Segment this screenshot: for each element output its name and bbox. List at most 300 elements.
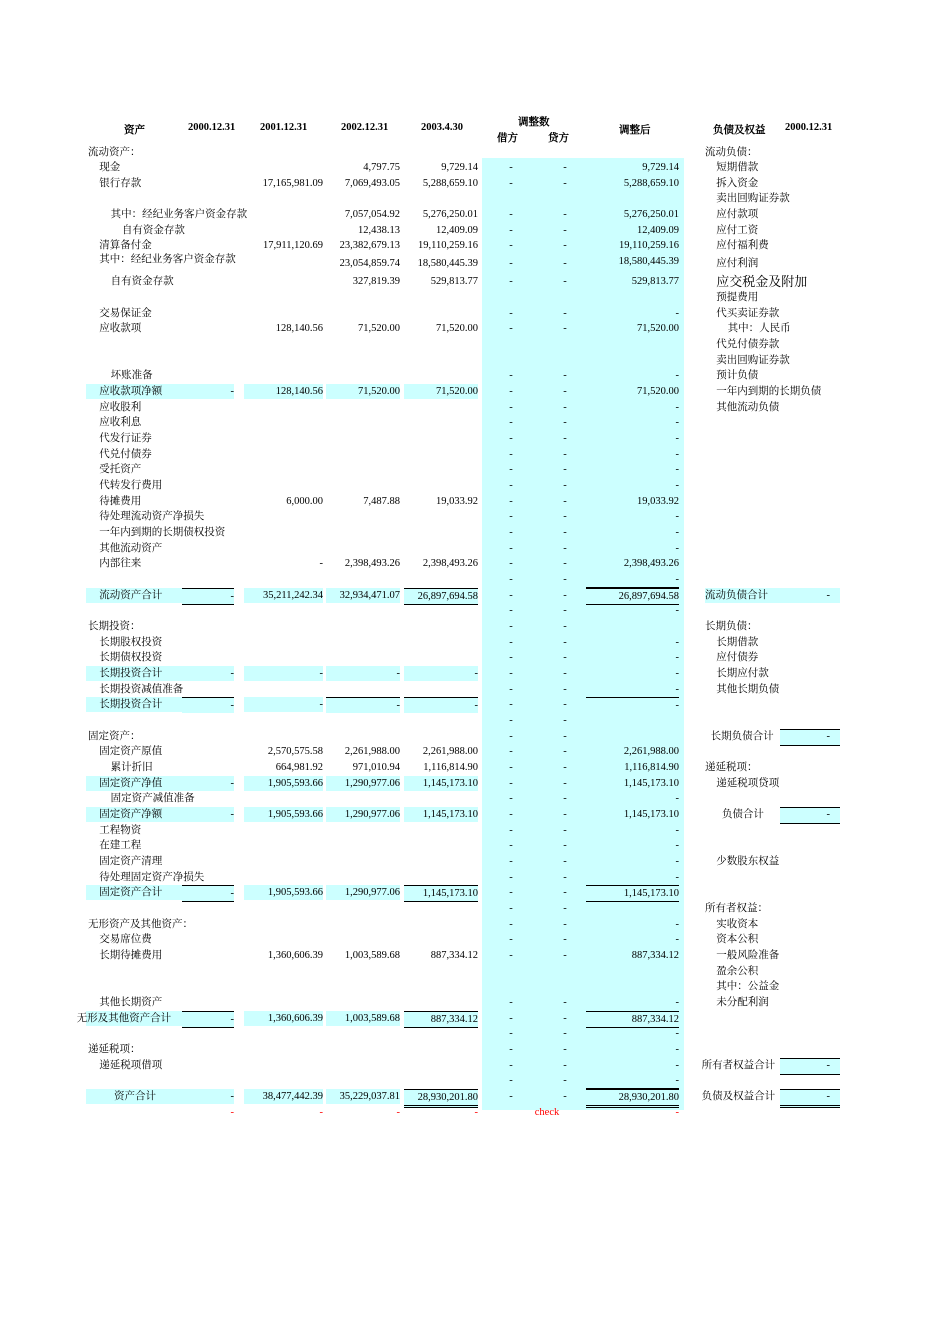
adjusted-value: 5,288,659.10 (623, 178, 679, 189)
debit-value: - (509, 496, 513, 507)
debit-value: - (509, 793, 513, 804)
value-2001: - (244, 666, 323, 681)
value-2003: 12,409.09 (436, 225, 478, 236)
value-2000: - (182, 588, 234, 605)
adjusted-value: 2,261,988.00 (623, 746, 679, 757)
credit-value: - (563, 637, 567, 648)
value-2003: 1,145,173.10 (404, 885, 478, 902)
debit-value: - (509, 934, 513, 945)
row-label: 银行存款 (99, 178, 142, 189)
row-label: 长期投资合计 (99, 699, 163, 710)
table-row (0, 274, 950, 289)
credit-value: - (563, 178, 567, 189)
value-2003: 18,580,445.39 (417, 258, 478, 269)
debit-value: - (509, 621, 513, 632)
row-label: 代发行证券 (99, 433, 152, 444)
adjusted-value: - (675, 934, 679, 945)
credit-value: - (563, 950, 567, 961)
debit-value: - (509, 715, 513, 726)
value-2002: - (326, 697, 400, 713)
adjusted-value: 1,145,173.10 (623, 809, 679, 820)
table-row (0, 223, 950, 238)
row-label: 自有资金存款 (110, 276, 174, 287)
value-2003: 887,334.12 (430, 950, 478, 961)
header-credit: 贷方 (548, 133, 569, 144)
value-2002: 71,520.00 (326, 384, 400, 399)
adjusted-value: - (586, 697, 679, 713)
credit-value: - (563, 809, 567, 820)
debit-value: - (509, 590, 513, 601)
value-2001: 1,360,606.39 (244, 1011, 323, 1026)
table-row (0, 306, 950, 321)
table-row (0, 541, 950, 556)
adjusted-value: - (675, 433, 679, 444)
adjusted-value: 5,276,250.01 (623, 209, 679, 220)
row-label: 清算备付金 (99, 240, 152, 251)
table-row (0, 885, 950, 900)
table-row (0, 932, 950, 947)
value-2000: - (230, 1107, 234, 1118)
row-label: 应收利息 (99, 417, 142, 428)
debit-value: - (509, 637, 513, 648)
credit-value: - (563, 240, 567, 251)
adjusted-value: 1,116,814.90 (624, 762, 679, 773)
liability-label: 实收资本 (716, 919, 759, 930)
credit-value: - (563, 1044, 567, 1055)
liability-label: 其中：人民币 (727, 323, 791, 334)
row-label: 长期投资合计 (99, 668, 163, 679)
header-date-2001: 2001.12.31 (260, 122, 308, 133)
value-2002: 71,520.00 (358, 323, 400, 334)
value-2002: 7,057,054.92 (344, 209, 400, 220)
adjusted-value: 71,520.00 (637, 386, 679, 397)
table-row (0, 462, 950, 477)
value-2002: - (396, 1107, 400, 1118)
table-row (0, 400, 950, 415)
value-2001: 128,140.56 (275, 323, 323, 334)
value-2003: 2,398,493.26 (422, 558, 478, 569)
table-row (0, 176, 950, 191)
value-2003: 71,520.00 (436, 323, 478, 334)
debit-value: - (509, 746, 513, 757)
table-row (0, 650, 950, 665)
adjusted-value: - (675, 1028, 679, 1039)
adjusted-value: - (675, 840, 679, 851)
value-2002: 1,290,977.06 (326, 885, 400, 900)
row-label: 应收款项 (99, 323, 142, 334)
table-row (0, 635, 950, 650)
header-adjust: 调整数 (518, 117, 550, 128)
table-row (0, 603, 950, 618)
liability-label: 预计负债 (716, 370, 759, 381)
value-2003: 71,520.00 (404, 384, 478, 399)
value-2003: - (404, 697, 478, 713)
debit-value: - (509, 668, 513, 679)
value-2001: - (319, 1107, 323, 1118)
table-row (0, 321, 950, 336)
value-2003: 28,930,201.80 (404, 1089, 478, 1108)
row-label: 交易保证金 (99, 308, 152, 319)
adjusted-value: 2,398,493.26 (623, 558, 679, 569)
row-label: 无形资产及其他资产： (88, 919, 193, 930)
liability-total-value: - (826, 809, 830, 820)
debit-value: - (509, 464, 513, 475)
credit-value: - (563, 209, 567, 220)
debit-value: - (509, 276, 513, 287)
row-label: 递延税项借项 (99, 1060, 163, 1071)
adjusted-value: 71,520.00 (637, 323, 679, 334)
debit-value: - (509, 543, 513, 554)
table-row (0, 979, 950, 994)
table-row (0, 995, 950, 1010)
row-label: 流动资产： (88, 147, 141, 158)
adjusted-value: - (675, 511, 679, 522)
table-row (0, 384, 950, 399)
debit-value: - (509, 1028, 513, 1039)
row-label: 长期待摊费用 (99, 950, 163, 961)
table-row (0, 901, 950, 916)
value-2000: - (182, 776, 234, 791)
value-2003: - (474, 1107, 478, 1118)
liability-total-value: - (826, 1060, 830, 1071)
debit-value: - (509, 433, 513, 444)
liability-label: 少数股东权益 (716, 856, 780, 867)
table-row (0, 1042, 950, 1057)
table-row (0, 697, 950, 712)
debit-value: - (509, 997, 513, 1008)
table-row (0, 760, 950, 775)
liability-label: 所有者权益： (705, 903, 768, 914)
adjusted-value: - (675, 527, 679, 538)
debit-value: - (509, 1091, 513, 1102)
adjusted-value: 18,580,445.39 (618, 256, 679, 267)
liability-label: 应交税金及附加 (716, 274, 808, 289)
row-label: 固定资产： (88, 731, 141, 742)
adjusted-value: 26,897,694.58 (586, 588, 679, 605)
debit-value: - (509, 480, 513, 491)
liability-label: 一般风险准备 (716, 950, 780, 961)
value-2003: 9,729.14 (441, 162, 478, 173)
credit-value: - (563, 731, 567, 742)
credit-value: - (563, 1028, 567, 1039)
table-row (0, 431, 950, 446)
value-2003: - (404, 666, 478, 681)
adjusted-value: 12,409.09 (637, 225, 679, 236)
value-2001: 35,211,242.34 (244, 588, 323, 603)
credit-value: - (563, 574, 567, 585)
row-label: 自有资金存款 (121, 225, 185, 236)
debit-value: - (509, 449, 513, 460)
row-label: 代兑付债券 (99, 449, 152, 460)
liability-label: 负债合计 (721, 809, 764, 820)
adjusted-value: - (675, 370, 679, 381)
value-2002: 7,487.88 (363, 496, 400, 507)
liability-label: 负债及权益合计 (701, 1091, 776, 1102)
table-row (0, 964, 950, 979)
liability-label: 长期负债： (705, 621, 758, 632)
debit-value: - (509, 402, 513, 413)
debit-value: - (509, 950, 513, 961)
value-2001: 1,905,593.66 (244, 807, 323, 822)
debit-value: - (509, 1013, 513, 1024)
credit-value: - (563, 919, 567, 930)
value-2002: 12,438.13 (358, 225, 400, 236)
credit-value: - (563, 715, 567, 726)
value-2002: 1,003,589.68 (326, 1011, 400, 1026)
credit-value: - (563, 402, 567, 413)
credit-value: - (563, 997, 567, 1008)
value-2001: 17,165,981.09 (262, 178, 323, 189)
value-2003: 2,261,988.00 (422, 746, 478, 757)
value-2002: 23,382,679.13 (339, 240, 400, 251)
credit-value: - (563, 1060, 567, 1071)
liability-label: 预提费用 (716, 292, 759, 303)
value-2003: 1,116,814.90 (423, 762, 478, 773)
liability-total-value: - (826, 731, 830, 742)
value-2001: 6,000.00 (286, 496, 323, 507)
table-row (0, 729, 950, 744)
credit-value: - (563, 605, 567, 616)
credit-value: - (563, 464, 567, 475)
debit-value: - (509, 778, 513, 789)
value-2000: - (182, 1011, 234, 1028)
credit-value: - (563, 323, 567, 334)
table-row (0, 337, 950, 352)
credit-value: - (563, 1075, 567, 1086)
row-label: 递延税项： (88, 1044, 141, 1055)
adjusted-value: - (675, 605, 679, 616)
credit-value: - (563, 590, 567, 601)
table-row (0, 290, 950, 305)
table-row (0, 682, 950, 697)
header-date-2000: 2000.12.31 (188, 122, 236, 133)
debit-value: - (509, 762, 513, 773)
credit-value: - (563, 558, 567, 569)
credit-value: - (563, 543, 567, 554)
row-label: 坏账准备 (110, 370, 153, 381)
value-2002: 4,797.75 (363, 162, 400, 173)
liability-label: 递延税项： (705, 762, 758, 773)
value-2001: 1,905,593.66 (244, 885, 323, 900)
row-label: 流动资产合计 (99, 590, 163, 601)
liability-label: 应付款项 (716, 209, 759, 220)
row-label: 代转发行费用 (99, 480, 163, 491)
value-2003: 887,334.12 (404, 1011, 478, 1028)
table-row (0, 353, 950, 368)
adjusted-value: - (586, 572, 679, 588)
credit-value: - (563, 887, 567, 898)
table-row (0, 160, 950, 175)
value-2002: 971,010.94 (352, 762, 400, 773)
liability-label: 应付利润 (716, 258, 759, 269)
adjusted-value: 887,334.12 (586, 1011, 679, 1028)
liability-label: 其中：公益金 (716, 981, 780, 992)
debit-value: - (509, 856, 513, 867)
adjusted-value: - (675, 652, 679, 663)
value-2003: 5,276,250.01 (422, 209, 478, 220)
table-row (0, 744, 950, 759)
liability-label: 递延税项贷项 (716, 778, 780, 789)
value-2002: 1,290,977.06 (326, 776, 400, 791)
table-row (0, 838, 950, 853)
row-label: 待处理固定资产净损失 (99, 872, 205, 883)
debit-value: - (509, 699, 513, 710)
debit-value: - (509, 162, 513, 173)
value-2002: 327,819.39 (352, 276, 400, 287)
row-label: 其他流动资产 (99, 543, 163, 554)
liability-label: 一年内到期的长期负债 (716, 386, 822, 397)
debit-value: - (509, 209, 513, 220)
credit-value: - (563, 162, 567, 173)
table-row (0, 807, 950, 822)
liability-label: 其他长期负债 (716, 684, 780, 695)
table-row (0, 207, 950, 222)
debit-value: - (509, 1075, 513, 1086)
table-row (0, 1105, 950, 1120)
row-label: 在建工程 (99, 840, 142, 851)
credit-value: - (563, 668, 567, 679)
row-label: 无形及其他资产合计 (76, 1013, 172, 1024)
value-2001: 17,911,120.69 (263, 240, 323, 251)
value-2001: 664,981.92 (275, 762, 323, 773)
debit-value: - (509, 919, 513, 930)
debit-value: - (509, 258, 513, 269)
liability-label: 资本公积 (716, 934, 759, 945)
value-2001: - (244, 697, 323, 712)
debit-value: - (509, 527, 513, 538)
debit-value: - (509, 684, 513, 695)
debit-value: - (509, 323, 513, 334)
value-2002: 32,934,471.07 (326, 588, 400, 603)
row-label: 其中：经纪业务客户资金存款 (99, 254, 236, 265)
credit-value: - (563, 496, 567, 507)
debit-value: - (509, 574, 513, 585)
liability-label: 短期借款 (716, 162, 759, 173)
adjusted-value: 28,930,201.80 (586, 1089, 679, 1108)
row-label: 其中：经纪业务客户资金存款 (110, 209, 248, 220)
credit-value: - (563, 258, 567, 269)
value-2002: - (326, 666, 400, 681)
adjusted-value: - (675, 793, 679, 804)
row-label: 固定资产原值 (99, 746, 163, 757)
credit-value: - (563, 699, 567, 710)
credit-value: - (563, 308, 567, 319)
debit-value: - (509, 887, 513, 898)
value-2003: 5,288,659.10 (422, 178, 478, 189)
liability-label: 代兑付债券款 (716, 339, 780, 350)
liability-label: 拆入资金 (716, 178, 759, 189)
adjusted-value: - (675, 825, 679, 836)
credit-value: - (563, 276, 567, 287)
credit-value: - (563, 934, 567, 945)
table-row (0, 1089, 950, 1104)
adjusted-value: 9,729.14 (642, 162, 679, 173)
credit-value: - (563, 1013, 567, 1024)
adjusted-value: - (675, 480, 679, 491)
table-row (0, 870, 950, 885)
value-2001: 1,360,606.39 (267, 950, 323, 961)
liability-label: 应付工资 (716, 225, 759, 236)
liability-label: 卖出回购证券款 (716, 193, 790, 204)
value-2001: 1,905,593.66 (244, 776, 323, 791)
value-2000: - (182, 697, 234, 713)
value-2001: 128,140.56 (244, 384, 323, 399)
liability-label: 卖出回购证券款 (716, 355, 790, 366)
adjusted-value: - (675, 1107, 679, 1118)
table-row (0, 447, 950, 462)
credit-value: - (563, 684, 567, 695)
header-liab-date: 2000.12.31 (785, 122, 833, 133)
value-2003: 19,033.92 (436, 496, 478, 507)
value-2003: 529,813.77 (430, 276, 478, 287)
value-2000: - (182, 885, 234, 902)
table-row (0, 494, 950, 509)
row-label: 长期投资： (88, 621, 141, 632)
credit-value: - (563, 652, 567, 663)
value-2001: - (319, 558, 323, 569)
value-2000: - (182, 384, 234, 399)
adjusted-value: - (586, 870, 679, 886)
table-row (0, 191, 950, 206)
debit-value: - (509, 605, 513, 616)
row-label: 待处理流动资产净损失 (99, 511, 205, 522)
debit-value: - (509, 872, 513, 883)
row-label: 固定资产减值准备 (110, 793, 195, 804)
debit-value: - (509, 809, 513, 820)
row-label: 待摊费用 (99, 496, 142, 507)
credit-value: - (563, 480, 567, 491)
credit-value: - (563, 386, 567, 397)
row-label: 一年内到期的长期债权投资 (99, 527, 226, 538)
liability-label: 流动负债合计 (705, 590, 768, 601)
liability-label: 应付债券 (716, 652, 759, 663)
adjusted-value: - (675, 919, 679, 930)
value-2002: 23,054,859.74 (339, 258, 400, 269)
liability-label: 未分配利润 (716, 997, 769, 1008)
adjusted-value: - (675, 997, 679, 1008)
check-label: check (534, 1107, 560, 1118)
header-date-2002: 2002.12.31 (341, 122, 389, 133)
row-label: 应收款项净额 (99, 386, 163, 397)
table-row (0, 1026, 950, 1041)
adjusted-value: 19,033.92 (637, 496, 679, 507)
adjusted-value: - (675, 668, 679, 679)
adjusted-value: - (675, 308, 679, 319)
row-label: 固定资产合计 (99, 887, 163, 898)
row-label: 固定资产净额 (99, 809, 163, 820)
credit-value: - (563, 449, 567, 460)
value-2002: 2,398,493.26 (344, 558, 400, 569)
table-row (0, 588, 950, 603)
debit-value: - (509, 558, 513, 569)
debit-value: - (509, 825, 513, 836)
credit-value: - (563, 621, 567, 632)
debit-value: - (509, 1044, 513, 1055)
table-row (0, 478, 950, 493)
table-row (0, 1073, 950, 1088)
value-2000: - (182, 1089, 234, 1104)
liability-label: 长期借款 (716, 637, 759, 648)
value-2003: 26,897,694.58 (404, 588, 478, 605)
liability-label: 其他流动负债 (716, 402, 780, 413)
table-row (0, 823, 950, 838)
header-debit: 借方 (497, 133, 518, 144)
row-label: 固定资产净值 (99, 778, 163, 789)
credit-value: - (563, 527, 567, 538)
debit-value: - (509, 1060, 513, 1071)
value-2003: 19,110,259.16 (418, 240, 478, 251)
adjusted-value: - (675, 1044, 679, 1055)
